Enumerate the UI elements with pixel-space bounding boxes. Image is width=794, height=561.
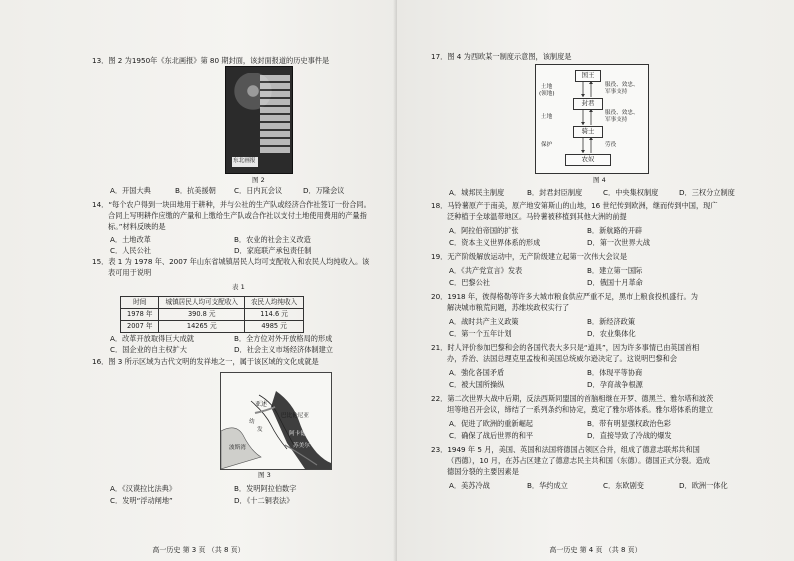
q19-stem: 19．无产阶级解放运动中，无产阶级建立起第一次伟大会议是 [431, 252, 628, 261]
q14-option-a[interactable]: A．土地改革 [110, 235, 151, 244]
q21-line2: 办，乔治、法国总理克里孟梭和美国总统威尔逊决定了。这说明巴黎和会 [447, 354, 678, 363]
figure-3-caption: 图 3 [258, 471, 271, 479]
table-cell: 4985 元 [245, 321, 304, 333]
q21-option-d[interactable]: D．孕育战争根源 [587, 380, 643, 389]
q17-option-a[interactable]: A．城邦民主制度 [449, 188, 505, 197]
q20-option-a[interactable]: A．战时共产主义政策 [449, 317, 519, 326]
box-lord: 封君 [573, 98, 603, 110]
q13-option-d[interactable]: D．万隆会议 [303, 186, 345, 195]
q14-option-c[interactable]: C．人民公社 [110, 246, 151, 255]
q20-option-b[interactable]: B．新经济政策 [587, 317, 636, 326]
map-label-babylonia: 巴比伦尼亚 [281, 413, 309, 419]
q14-option-d[interactable]: D．家庭联产承包责任制 [234, 246, 312, 255]
q23-option-a[interactable]: A．美苏冷战 [449, 481, 490, 490]
q18-option-a[interactable]: A．阿拉伯帝国的扩张 [449, 226, 519, 235]
table-1 [120, 296, 304, 333]
q18-line2: 泛种植于全球温带地区。马铃薯被移植到其他大洲的前提 [447, 212, 627, 221]
map-label-assyria: 亚述 [255, 401, 268, 408]
table-header-cell: 城镇居民人均可支配收入 [159, 297, 245, 309]
q19-option-b[interactable]: B．建立第一国际 [587, 266, 643, 275]
label-land-2: 土地 [541, 114, 553, 120]
q14-line3: 标。”材料反映的是 [108, 222, 166, 231]
map-label-persian-gulf: 波斯湾 [229, 445, 246, 451]
map-label-sumer: 苏美尔 [293, 443, 310, 449]
q22-option-c[interactable]: C．确保了战后世界的和平 [449, 431, 534, 440]
figure-4-caption: 图 4 [593, 176, 606, 184]
q20-line2: 解决城市粮荒问题，苏维埃政权实行了 [447, 303, 570, 312]
label-protection: 保护 [541, 142, 553, 148]
q15-option-d[interactable]: D．社会主义市场经济体制建立 [234, 345, 333, 354]
table-row [121, 321, 304, 333]
q19-option-d[interactable]: D．俄国十月革命 [587, 278, 643, 287]
label-military-1: 军事支持 [605, 89, 628, 95]
q13-option-b[interactable]: B．抗美援朝 [175, 186, 216, 195]
box-king: 国王 [575, 70, 601, 82]
q23-line3: 德国分裂的主要因素是 [447, 467, 519, 476]
q22-option-d[interactable]: D．直接导致了冷战的爆发 [587, 431, 672, 440]
q13-stem: 13．图 2 为1950年《东北画报》第 80 期封面，该封面报道的历史事件是 [92, 56, 330, 65]
label-service-2: 服役、效忠、 [605, 110, 639, 116]
q15-line2: 表可用于说明 [108, 268, 152, 277]
q21-line1: 21．时人评价参加巴黎和会的各国代表大多只是“道具”，因为许多事情已由英国首相 [431, 343, 700, 352]
q14-line1: 14．“每个农户得到一块田地用于耕种，并与公社的生产队或经济合作社签订一份合同。 [92, 200, 371, 209]
q15-option-a[interactable]: A．改革开放取得巨大成就 [110, 334, 194, 343]
table-1-caption: 表 1 [232, 283, 245, 291]
table-cell: 390.8 元 [159, 309, 245, 321]
table-header-cell: 农民人均纯收入 [245, 297, 304, 309]
q18-line1: 18．马铃薯原产于南美，原产地安第斯山的山地，16 世纪传到欧洲，继而传到中国，现广 [431, 201, 718, 210]
map-label-euphrates-1: 幼 [249, 419, 255, 425]
q17-option-d[interactable]: D．三权分立制度 [679, 188, 735, 197]
page-footer-left: 高一历史 第 3 页 （共 8 页） [152, 545, 245, 554]
q19-option-c[interactable]: C．巴黎公社 [449, 278, 490, 287]
q17-stem: 17．图 4 为西欧某一制度示意图，该制度是 [431, 52, 572, 61]
label-military-2: 军事支持 [605, 117, 628, 123]
q23-option-d[interactable]: D．欧洲一体化 [679, 481, 728, 490]
table-cell: 2007 年 [121, 321, 159, 333]
q21-option-a[interactable]: A．強化各国矛盾 [449, 368, 505, 377]
q23-option-c[interactable]: C．东欧剧变 [603, 481, 644, 490]
label-land-1: 土地 [541, 84, 553, 90]
map-label-akkad: 阿卡德 [289, 431, 306, 437]
q15-option-c[interactable]: C．国企业的自主权扩大 [110, 345, 187, 354]
box-serf: 农奴 [565, 154, 611, 166]
q22-line1: 22．第二次世界大战中后期，反法西斯同盟国的首脑相继在开罗、德黑兰、雅尔塔和波茨 [431, 394, 714, 403]
q15-option-b[interactable]: B．全方位对外开放格局的形成 [234, 334, 333, 343]
q20-option-d[interactable]: D．农业集体化 [587, 329, 636, 338]
q18-option-c[interactable]: C．资本主义世界体系的形成 [449, 238, 541, 247]
label-service-1: 服役、效忠、 [605, 82, 639, 88]
poster-tag-text: 东北画报 [233, 158, 256, 164]
table-cell: 114.6 元 [245, 309, 304, 321]
q23-line2: （西德），10 月，在苏占区建立了德意志民主共和国（东德）。德国正式分裂。造成 [447, 456, 710, 465]
q19-option-a[interactable]: A．《共产党宣言》发表 [449, 266, 523, 275]
figure-3-map [220, 372, 332, 470]
box-knight: 骑士 [573, 126, 603, 138]
table-row [121, 309, 304, 321]
q16-stem: 16．图 3 所示区域为古代文明的发祥地之一，属于该区域的文化成就是 [92, 357, 319, 366]
q18-option-d[interactable]: D．第一次世界大战 [587, 238, 651, 247]
q17-option-b[interactable]: B．封君封臣制度 [527, 188, 583, 197]
q23-line1: 23．1949 年 5 月，美国、英国和法国将德国占领区合并，组成了德意志联邦共和国 [431, 445, 700, 454]
q16-option-a[interactable]: A．《汉谟拉比法典》 [110, 484, 177, 493]
table-header-cell: 时间 [121, 297, 159, 309]
q23-option-b[interactable]: B．华约成立 [527, 481, 568, 490]
map-svg [221, 373, 331, 469]
q16-option-d[interactable]: D．《十二铜表法》 [234, 496, 294, 505]
q20-option-c[interactable]: C．第一个五年计划 [449, 329, 512, 338]
figure-4-diagram [535, 64, 647, 176]
exam-page-right [397, 0, 794, 561]
q16-option-c[interactable]: C．发明“浮动闸地” [110, 496, 173, 505]
q16-option-b[interactable]: B．发明阿拉伯数字 [234, 484, 297, 493]
table-header-row [121, 297, 304, 309]
figure-2-caption: 图 2 [252, 176, 265, 184]
q20-line1: 20．1918 年，彼得格勒等许多大城市粮食供应严重不足，黑市上粮食投机盛行。为 [431, 292, 698, 301]
label-fief: (领地) [539, 91, 555, 97]
q18-option-b[interactable]: B．新航路的开辟 [587, 226, 643, 235]
q13-option-c[interactable]: C．日内瓦会议 [234, 186, 283, 195]
page-footer-right: 高一历史 第 4 页 （共 8 页） [549, 545, 642, 554]
map-label-euphrates-2: 发 [257, 427, 263, 433]
q22-line2: 坦等地召开会议，缔结了一系列条约和协定，奠定了雅尔塔体系。雅尔塔体系的建立 [447, 405, 713, 414]
q15-line1: 15．表 1 为 1978 年、2007 年山东省城镇居民人均可支配收入和农民人均纯收入。该 [92, 257, 370, 266]
q13-option-a[interactable]: A．开国大典 [110, 186, 151, 195]
poster-slogan [260, 75, 290, 153]
q21-option-b[interactable]: B．体现平等协商 [587, 368, 643, 377]
table-cell: 14265 元 [159, 321, 245, 333]
q14-option-b[interactable]: B．农业的社会主义改造 [234, 235, 311, 244]
q22-option-a[interactable]: A．促进了欧洲的重新崛起 [449, 419, 533, 428]
q14-line2: 合同上写明耕作应缴的产量和上缴给生产队或合作社以支付土地使用费用的产量指 [108, 211, 367, 220]
label-labor: 劳役 [605, 142, 617, 148]
q21-option-c[interactable]: C．被大国所操纵 [449, 380, 505, 389]
table-cell: 1978 年 [121, 309, 159, 321]
q22-option-b[interactable]: B．带有明显强权政治色彩 [587, 419, 671, 428]
q17-option-c[interactable]: C．中央集权制度 [603, 188, 659, 197]
